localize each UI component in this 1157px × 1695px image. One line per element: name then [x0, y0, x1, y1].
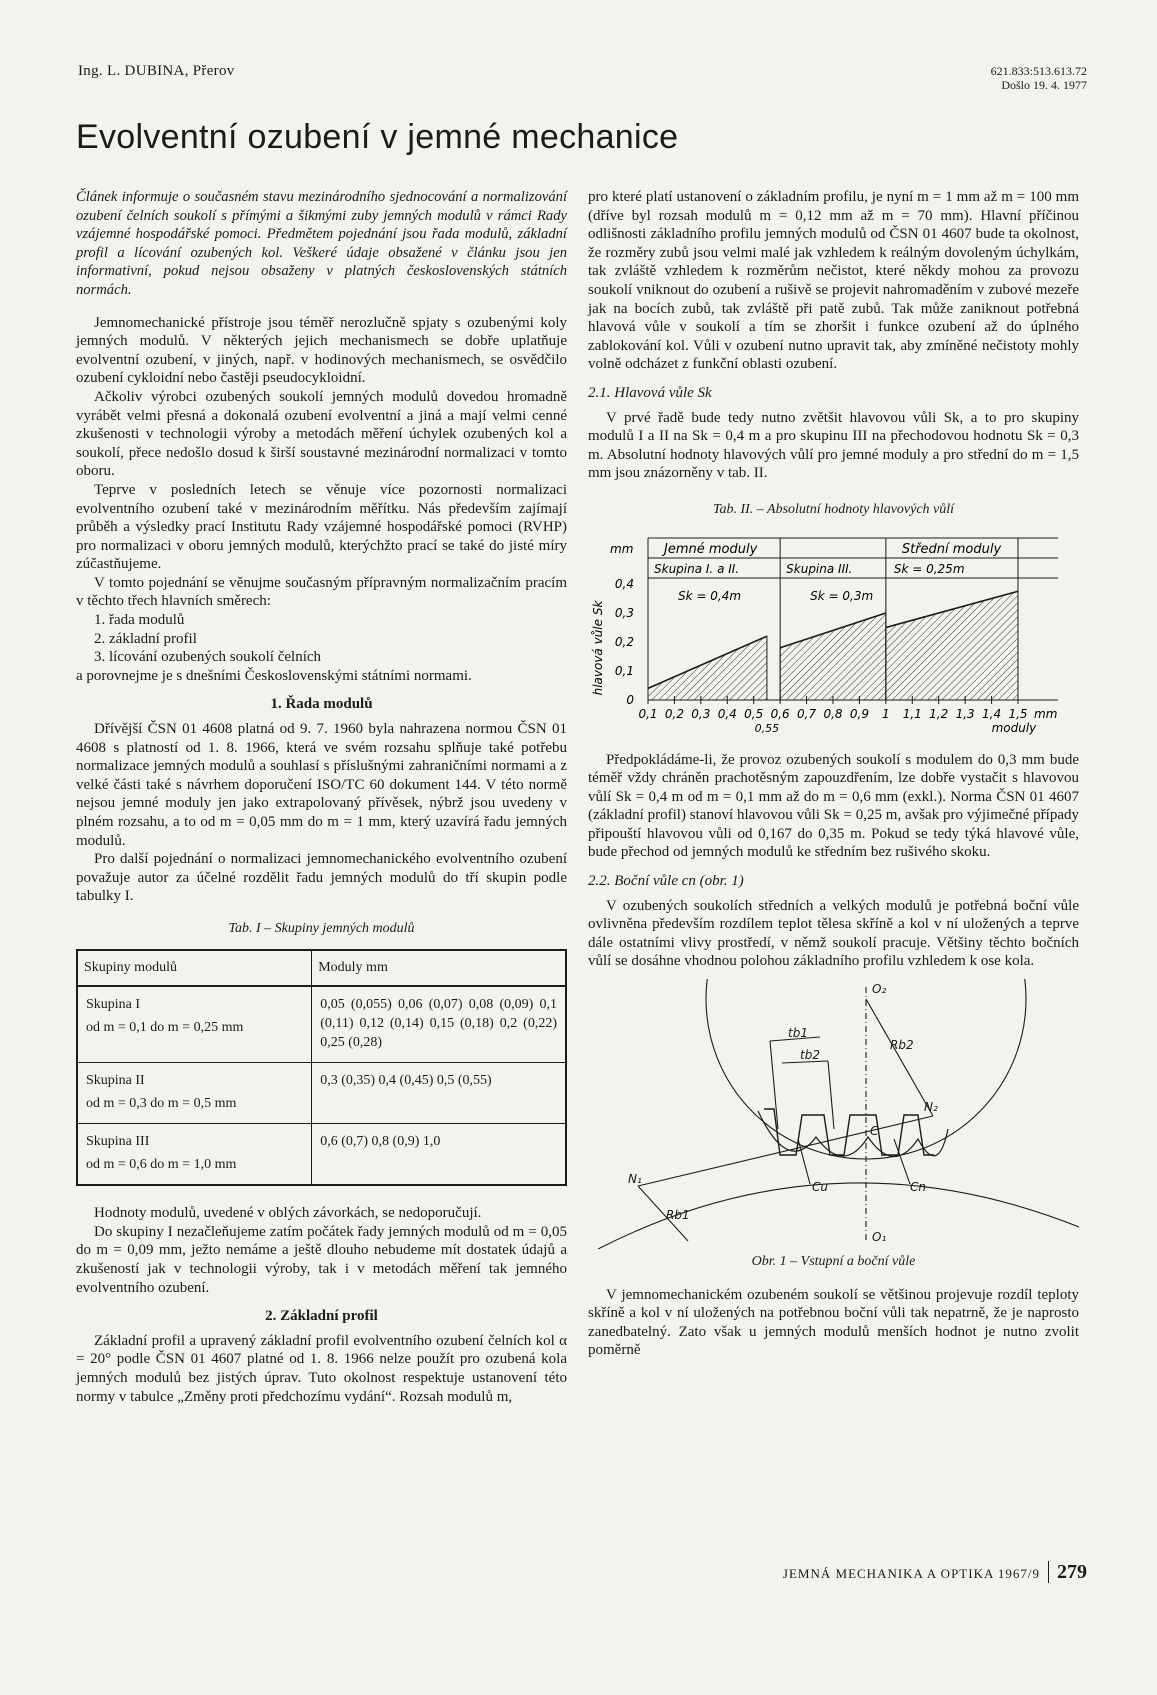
- page-number: 279: [1048, 1561, 1087, 1583]
- group-range: od m = 0,1 do m = 0,25 mm: [86, 1020, 244, 1036]
- header-group-label: Střední moduly: [901, 541, 1002, 557]
- group-modules: 0,6 (0,7) 0,8 (0,9) 1,0: [312, 1124, 566, 1186]
- header-group-label: Jemné moduly: [664, 541, 758, 557]
- figure-caption: Obr. 1 – Vstupní a boční vůle: [751, 1254, 916, 1270]
- segment-group-label: Skupina III.: [786, 561, 853, 576]
- received-date: Došlo 19. 4. 1977: [1001, 78, 1087, 92]
- paragraph: Dřívější ČSN 01 4608 platná od 9. 7. 1960 byla nahrazena normou ČSN 01 4608 s platností od 1. 8. 1966, která ve svém rozsahu splňuje také potřebu normalizace jemných modulů a souhlasí s příslušnými zahraničními normami a z velké části také s návrhem doporučení ISO/TC 60 dokument 144. V této normě nejsou jemné moduly jen jako extrapolovaný přívěsek, nýbrž jsou uvedeny v plném rozsahu, a to od m = 0,05 mm do m = 1 mm, který uzavírá řadu jemných modulů.: [76, 721, 567, 849]
- group-modules: 0,3 (0,35) 0,4 (0,45) 0,5 (0,55): [312, 1063, 566, 1124]
- y-unit-label: mm: [610, 541, 634, 556]
- paragraph: Pro další pojednání o normalizaci jemnomechanického evolventního ozubení považuje autor za účelné rozdělit řadu jemných modulů do tří skupin podle tabulky I.: [76, 851, 567, 905]
- table-header: Moduly mm: [312, 950, 566, 987]
- table-row: [77, 986, 566, 1063]
- x-tick-label: 1: [882, 706, 890, 721]
- x-tick-label: 0,1: [638, 706, 658, 721]
- y-tick-label: 0,1: [614, 663, 634, 678]
- paragraph: Základní profil a upravený základní profil evolventního ozubení čelních kol α = 20° podle ČSN 01 4607 platné od 1. 8. 1966 nelze použít pro ozubená kola jemných modulů bez jistých úprav. Tuto okolnost respektuje ustanovení této normy v tabulce „Změny proti předchozímu vydání“. Rozsah modulů m,: [76, 1332, 567, 1405]
- x-tick-label: 0,7: [797, 706, 817, 721]
- segment-formula: Sk = 0,4m: [678, 588, 742, 603]
- label-o1: O₁: [872, 1230, 887, 1245]
- leader-line: [894, 1139, 910, 1184]
- label-tb1: tb1: [788, 1026, 808, 1041]
- group-range: od m = 0,3 do m = 0,5 mm: [86, 1096, 237, 1112]
- label-tb2: tb2: [800, 1048, 820, 1063]
- y-tick-label: 0,3: [614, 605, 634, 620]
- group-name: Skupina I: [86, 997, 141, 1013]
- paragraph: V ozubených soukolích středních a velkých modulů je potřebná boční vůle ovlivněna především rozdílem teplot tělesa skříně a kol v ní uložených a teprve dále ostatními vlivy prostředí, v němž soukolí pracuje. Většiny těchto bočních vůlí se dosáhne vhodnou polohou základního profilu vzhledem k ose kola.: [588, 897, 1079, 970]
- paragraph: V prvé řadě bude tedy nutno zvětšit hlavovou vůli Sk, a to pro skupiny modulů I a II na Sk = 0,4 m a pro skupinu III na přechodovou hodnotu Sk = 0,3 m. Absolutní hodnoty hlavových vůlí pro jemné moduly a pro střední do m = 1,5 mm jsou znázorněny v tab. II.: [588, 409, 1079, 482]
- label-n2: N₂: [924, 1100, 938, 1115]
- x-tick-label: 1,3: [955, 706, 975, 721]
- clearance-chart: [588, 530, 1079, 745]
- list-item: 1. řada modulů: [94, 612, 185, 629]
- label-c: C: [870, 1124, 879, 1139]
- left-column: [76, 188, 567, 1406]
- paragraph: Do skupiny I nezačleňujeme zatím počátek řady jemných modulů od m = 0,05 do m = 0,09 mm, ježto nemáme a ještě dlouho nebudeme mít dostatek údajů a zkušeností jak v technologii výroby, tak i v metodách měření tak jemného evolventního ozubení.: [76, 1223, 567, 1296]
- table-caption: Tab. I – Skupiny jemných modulů: [228, 920, 415, 936]
- hatched-area: [780, 613, 886, 700]
- page-footer: [783, 1561, 1087, 1584]
- line-of-action: [638, 1116, 933, 1186]
- x-tick-label: 0,3: [691, 706, 711, 721]
- subsection-heading: 2.1. Hlavová vůle Sk: [588, 384, 712, 401]
- segment-group-label: Skupina I. a II.: [654, 561, 740, 576]
- x-tick-label: 1,4: [982, 706, 1002, 721]
- x-tick-label: 0,8: [823, 706, 843, 721]
- x-tick-label: 1,5: [1008, 706, 1028, 721]
- journal-name: JEMNÁ MECHANIKA A OPTIKA 1967/9: [782, 1566, 1040, 1581]
- abstract: Článek informuje o současném stavu mezinárodního sjednocování a normalizování ozubení čelních soukolí s přímými a šikmými zuby jemných modulů v rámci Rady vzájemné hospodářské pomoci. Předmětem pojednání jsou řada modulů, základní profil a lícování ozubených kol. Veškeré údaje obsažené v článku jsou jen informativní, pokud nejsou obsaženy v platných československých státních normách.: [76, 189, 567, 298]
- label-rb1: Rb1: [666, 1208, 690, 1223]
- right-column: [588, 188, 1079, 1360]
- label-o2: O₂: [872, 982, 887, 997]
- base-radius-line: [866, 999, 933, 1116]
- y-tick-label: 0,4: [614, 576, 634, 591]
- paragraph: Ačkoliv výrobci ozubených soukolí jemných modulů dovedou hromadně vyrábět velmi přesná a dokonalá ozubení evolventní a jiná a mají velmi cenné zkušenosti v technologii výroby a metodách měření úchylek ozubených kol a soukolí, přece nedošlo dosud k širší soustavné mezinárodní normalizaci v tomto oboru.: [76, 388, 567, 480]
- paragraph: pro které platí ustanovení o základním profilu, je nyní m = 1 mm až m = 100 mm (dříve byl rozsah modulů m = 0,12 mm až m = 70 mm). Hlavní příčinou odlišnosti základního profilu jemných modulů od ČSN 01 4607 bude ta okolnost, že rozměry zubů jsou velmi malé jak vzhledem k reálným dovoleným úchylkám, tak zvláště vzhledem k rozměrům nečistot, které někdy mohou za provozu soukolí vniknout do ozubení a rušivě se projevit nahromaděním v zubové mezeře jak na bocích zubů, tak zvláště při patě zubů. Tak může zaniknout potřebná hlavová vůle v soukolí a tím se zhoršit i funkce ozubení až do úplného zablokování kol. Vůli v ozubení nutno upravit tak, aby zmíněné nečistoty mohly volně odcházet z funkční oblasti ozubení.: [588, 189, 1079, 373]
- x-tick-label: 0,55: [754, 721, 780, 735]
- label-cu: Cu: [812, 1180, 828, 1195]
- label-rb2: Rb2: [890, 1038, 914, 1053]
- segment-formula: Sk = 0,25m: [893, 561, 965, 576]
- x-axis-label: moduly: [991, 720, 1037, 735]
- x-tick-label: 1,2: [929, 706, 949, 721]
- group-name: Skupina III: [86, 1134, 150, 1150]
- x-tick-label: 1,1: [902, 706, 922, 721]
- paragraph: Předpokládáme-li, že provoz ozubených soukolí s modulem do 0,3 mm bude téměř vždy chráněn prachotěsným zapouzdřením, lze dobře vystačit s hlavovou vůlí Sk = 0,4 m od m = 0,1 mm až do m = 0,6 mm (exkl.). Norma ČSN 01 4607 (základní profil) stanoví hlavovou vůli Sk = 0,25 m, avšak pro výjimečné případy připouští hlavovou vůli od 0,167 do 0,35 m. Pokud se tedy týká hlavové vůle, bude přechod od jemných modulů ke středním bez rušivého skoku.: [588, 751, 1079, 861]
- paragraph: Teprve v posledních letech se věnuje více pozornosti normalizaci evolventního ozubení také v mezinárodním měřítku. Nás především zajímají průběh a výsledky prací Institutu Rady vzájemné hospodářské pomoci (RVHP) pro normalizaci v oboru jemných modulů, kterýchžto prací se také do jisté míry zúčastňujeme.: [76, 481, 567, 573]
- article-title: Evolventní ozubení v jemné mechanice: [76, 118, 679, 156]
- label-cn: Cn: [910, 1180, 926, 1195]
- extension-line: [828, 1061, 834, 1129]
- paragraph: V tomto pojednání se věnujme současným přípravným normalizačním pracím v těchto třech hlavních směrech:: [76, 574, 567, 610]
- group-modules: 0,05 (0,055) 0,06 (0,07) 0,08 (0,09) 0,1 (0,11) 0,12 (0,14) 0,15 (0,18) 0,2 (0,22) 0,25 (0,28): [312, 986, 566, 1063]
- chart-caption: Tab. II. – Absolutní hodnoty hlavových vůlí: [712, 501, 955, 517]
- gear-mesh-figure: [588, 979, 1079, 1249]
- x-tick-label: 0,9: [849, 706, 869, 721]
- table-row: [77, 1063, 566, 1124]
- group-range: od m = 0,6 do m = 1,0 mm: [86, 1157, 237, 1173]
- module-groups-table: [76, 949, 567, 1187]
- subsection-heading: 2.2. Boční vůle cn (obr. 1): [588, 873, 744, 890]
- x-unit-label: mm: [1034, 706, 1058, 721]
- label-n1: N₁: [628, 1172, 642, 1187]
- udc-code: 621.833:513.613.72: [990, 64, 1087, 78]
- x-tick-label: 0,4: [717, 706, 737, 721]
- paragraph: V jemnomechanickém ozubeném soukolí se většinou projevuje rozdíl teploty skříně a kol v ní uložených na potřebnou boční vůli tak nepatrně, že je naprosto zanedbatelný. Zato však u jemných modulů menších hodnot je nutno zvolit poměrně: [588, 1286, 1079, 1359]
- y-tick-label: 0,2: [614, 634, 634, 649]
- section-heading: 1. Řada modulů: [270, 696, 373, 713]
- topic-list: [76, 611, 567, 667]
- author: Ing. L. DUBINA, Přerov: [78, 63, 235, 79]
- segment-formula: Sk = 0,3m: [810, 588, 874, 603]
- list-item: 3. lícování ozubených soukolí čelních: [94, 649, 322, 666]
- table-row: [77, 1124, 566, 1186]
- hatched-area: [886, 591, 1018, 700]
- y-axis-label: hlavová vůle Sk: [591, 600, 605, 695]
- paragraph: Jemnomechanické přístroje jsou téměř nerozlučně spjaty s ozubenými koly jemných modulů. V některých jejich mechanismech se dobře uplatňuje evolventní ozubení, v jiných, např. v hodinových mechanismech, se osvědčilo ozubení cykloidní nebo častěji pseudocykloidní.: [76, 314, 567, 387]
- gear-teeth-profile: [764, 1109, 934, 1155]
- section-heading: 2. Základní profil: [265, 1308, 378, 1325]
- x-tick-label: 0,6: [770, 706, 790, 721]
- group-name: Skupina II: [86, 1073, 145, 1089]
- extension-line: [770, 1041, 778, 1129]
- x-tick-label: 0,5: [744, 706, 764, 721]
- list-item: 2. základní profil: [94, 630, 197, 647]
- hatched-area: [648, 636, 767, 700]
- paragraph: a porovnejme je s dnešními Československými státními normami.: [76, 667, 472, 684]
- x-tick-label: 0,2: [664, 706, 684, 721]
- table-header: Skupiny modulů: [77, 950, 312, 987]
- udc-block: [991, 64, 1087, 92]
- y-tick-label: 0: [626, 692, 634, 707]
- paragraph: Hodnoty modulů, uvedené v oblých závorkách, se nedoporučují.: [94, 1205, 482, 1222]
